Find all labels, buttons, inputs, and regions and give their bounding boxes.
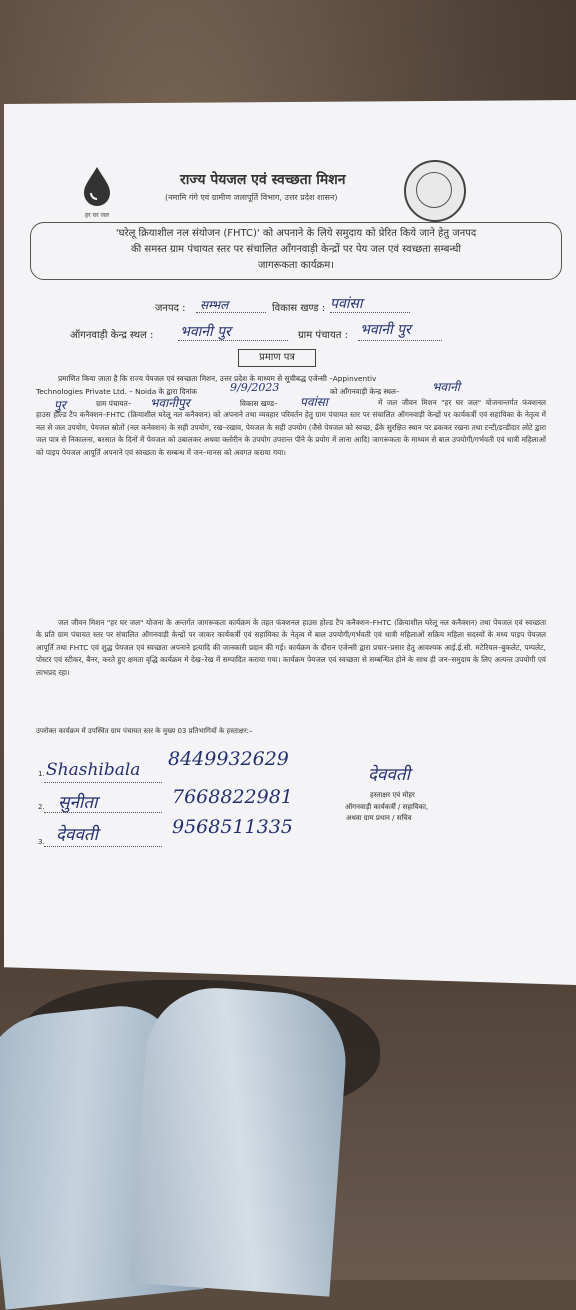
para1-body: में जल जीवन मिशन "हर घर जल" योजनान्तर्गत फंक्शनल हाउस होल्ड टैप कनैक्शन–FHTC (क्रियाशील घरेलू नल कनैक्शन) को अपनाने तथा व्यवहार परिवर्तन हेतु ग्राम पंचायत स्तर पर संचालित ऑगनवाड़ी केन्द्रों पर कार्यकर्त्री एवं सहायिका के नेतृत्व में नल से जल उपयोग, पेयजल स्रोतों (नल कनेक्शन) के सही उपयोग, रख–रखाव, पेयजल के सही उपयोग (जैसे पेयजल को स्वच्छ, ढँके सुरक्षित स्थान पर ढककर रखना तथा टन्टी/डन्डीदार लोटे द्वारा जल पात्र से निकालना, बरसात के दिनों में पेयजल को उबालकर अथवा क्लोरीन के उपयोग उपरान्त पीने के प्रयोग में लाना आदि) जागरूकता के माध्यम से बाल उपयोगी/गर्भवती एवं धात्री महिलाओं को पाइप पेयजल आपूर्ति अपनाने एवं स्वच्छता के सम्बन्ध में जन–मानस को अवगत कराया गया। xyxy=(36,398,546,457)
para1-line1: प्रमाणित किया जाता है कि राज्य पेयजल एवं स्वच्छता मिशन, उत्तर प्रदेश के माध्यम से सूचीबद्ध एजेन्सी –Appinventiv xyxy=(58,374,377,383)
up-government-seal-icon xyxy=(404,160,466,222)
anganwadi-label: ऑगनवाड़ी केन्द्र स्थल : xyxy=(70,330,154,341)
para1-gp-label: ग्राम पंचायत– xyxy=(96,399,132,408)
jeans-right-leg xyxy=(130,983,350,1296)
page-subtitle: (नमामि गंगे एवं ग्रामीण जलापूर्ति विभाग, उत्तर प्रदेश शासन) xyxy=(165,193,338,202)
right-label-2: ऑगनवाड़ी कार्यकर्त्री / सहायिका, xyxy=(345,803,429,811)
vikas-khand-value: पवांसा xyxy=(330,296,363,312)
sig-phone-2: 7668822981 xyxy=(172,786,293,808)
para1-line2b: को आँगनवाड़ी केन्द्र स्थल– xyxy=(330,387,400,396)
water-drop-logo-icon xyxy=(80,165,114,211)
right-signature: देववती xyxy=(368,765,411,785)
anganwadi-underline xyxy=(178,340,288,341)
centre-value: भवानी xyxy=(432,380,460,394)
vikas-khand-underline xyxy=(330,312,410,313)
sig-line-2 xyxy=(44,812,162,813)
para2-body: जल जीवन मिशन "हर घर जल" योजना के अन्तर्गत जागरूकता कार्यक्रम के तहत फंक्शनल हाउस होल्ड टैप कनैक्शन–FHTC (क्रियाशील घरेलू नल कनैक्शन) तथा पेयजल एवं स्वच्छता के प्रति ग्राम पंचायत स्तर पर संचालित ऑगनवाड़ी केन्द्रों पर जाकर कार्यकर्त्री एवं सहायिका के नेतृत्व में बाल उपयोगी/गर्भवती एवं धात्री महिलाओं सक्रिय महिला सदस्यों के मध्य पाइप पेयजल आपूर्ति तथा FHTC एवं शुद्ध पेयजल एवं स्वच्छता अपनाने इत्यादि की जानकारी प्रदान की गई। कार्यक्रम के दौरान एजेन्सी द्वारा प्रचार–प्रसार हेतु आवश्यक आई.ई.सी. मटेरियल–बुकलेट, पम्पलेट, पोस्टर एवं स्टीकर, बैनर, करते हुए क्षमता वृद्धि कार्यक्रम मे देख–रेख में सम्पादित कराया गया। कार्यक्रम पेयजल एवं स्वच्छता से सम्बन्धित होने के साथ ही जन–समुदाय के लिए अत्यन्त उपयोगी एवं लाभप्रद रहा। xyxy=(36,618,546,677)
date-value: 9/9/2023 xyxy=(230,381,280,394)
sig-line-3 xyxy=(44,846,162,847)
sig-name-1: Shashibala xyxy=(46,760,141,780)
gram-panchayat-underline xyxy=(358,340,442,341)
para1-block-label: विकास खण्ड– xyxy=(240,399,278,408)
signatures-intro: उपरोक्त कार्यक्रम में उपस्थित ग्राम पंचायत स्तर के मुख्य 03 प्रतिभागियों के हस्ताक्षर:– xyxy=(36,727,253,735)
vikas-khand-label: विकास खण्ड : xyxy=(272,303,326,314)
gram-panchayat-label: ग्राम पंचायत : xyxy=(298,330,349,341)
sig-line-1 xyxy=(44,782,162,783)
para1-line2: Technologies Private Ltd. – Noida के द्वारा दिनांक xyxy=(36,387,198,396)
janpad-value: सम्भल xyxy=(200,298,229,312)
logo-caption: हर घर जल xyxy=(85,212,109,219)
sig-index-2: 2. xyxy=(38,803,45,811)
sig-phone-1: 8449932629 xyxy=(168,748,289,770)
banner-line-3: जागरूकता कार्यक्रम। xyxy=(257,260,335,271)
sig-index-1: 1. xyxy=(38,770,45,778)
banner-line-2: की समस्त ग्राम पंचायत स्तर पर संचालित आँगनवाड़ी केन्द्रों पर पेय जल एवं स्वच्छता सम्बन्धी xyxy=(130,244,461,255)
page-title: राज्य पेयजल एवं स्वच्छता मिशन xyxy=(180,172,346,188)
banner-line-1: 'घरेलू क्रियाशील नल संयोजन (FHTC)' को अपनाने के लिये समुदाय को प्रेरित किये जाने हेतु जनपद xyxy=(115,228,477,239)
certificate-title: प्रमाण पत्र xyxy=(238,349,316,367)
gp-value: भवानीपुर xyxy=(150,396,190,410)
janpad-underline xyxy=(196,312,266,313)
right-label-1: हस्ताक्षर एवं मोहर xyxy=(370,791,415,799)
sig-name-3: देववती xyxy=(56,825,99,845)
block-value: पवांसा xyxy=(300,395,328,409)
banner-text xyxy=(40,226,552,274)
janpad-label: जनपद : xyxy=(155,303,186,314)
sig-index-3: 3. xyxy=(38,838,45,846)
sig-phone-3: 9568511335 xyxy=(172,816,293,838)
centre-value-2: पुर xyxy=(54,398,66,412)
anganwadi-value: भवानी पुर xyxy=(180,324,231,340)
right-label-3: अथवा ग्राम प्रधान / सचिव xyxy=(346,814,412,822)
gram-panchayat-value: भवानी पुर xyxy=(360,322,411,338)
sig-name-2: सुनीता xyxy=(58,793,98,813)
